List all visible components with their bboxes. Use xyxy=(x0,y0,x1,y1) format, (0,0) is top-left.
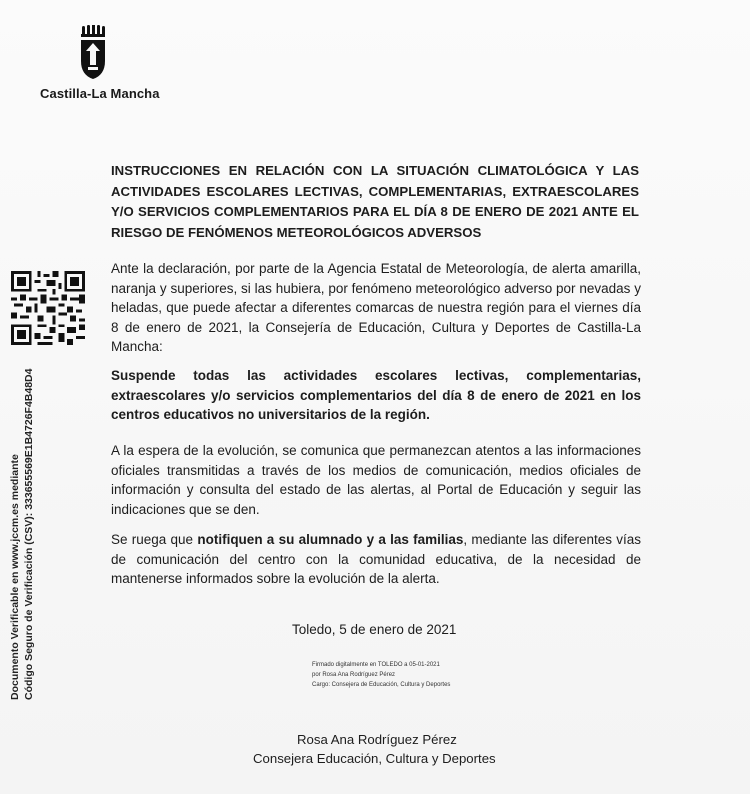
verification-line-1: Documento Verificable en www.jccm.es mediante xyxy=(9,454,21,700)
signer-name: Rosa Ana Rodríguez Pérez xyxy=(297,732,457,747)
qr-code-icon xyxy=(11,270,85,346)
digital-signature-block xyxy=(312,660,450,690)
signer-role: Consejera Educación, Cultura y Deportes xyxy=(253,751,496,766)
paragraph-4-bold: notifiquen a su alumnado y a las familias xyxy=(197,532,464,547)
document-date: Toledo, 5 de enero de 2021 xyxy=(292,622,457,637)
paragraph-4-post: , mediante las diferentes vías de comunicación del centro con la comunidad educativa, de la necesidad de mantenerse informados sobre la evolución de la alerta. xyxy=(111,532,641,586)
digital-signature-line-2: por Rosa Ana Rodríguez Pérez xyxy=(312,672,396,678)
digital-signature-line-3: Cargo: Consejera de Educación, Cultura y Deportes xyxy=(312,682,451,688)
castle-crown-icon xyxy=(78,25,108,79)
verification-text xyxy=(8,369,36,700)
paragraph-2: Suspende todas las actividades escolares lectivas, complementarias, extraescolares y/o servicios complementarios del día 8 de enero de 2021 en los centros educativos no universitarios de la región. xyxy=(111,368,641,422)
document-title: INSTRUCCIONES EN RELACIÓN CON LA SITUACIÓN CLIMATOLÓGICA Y LAS ACTIVIDADES ESCOLARES LECTIVAS, COMPLEMENTARIAS, EXTRAESCOLARES Y/O SERVICIOS COMPLEMENTARIOS PARA EL DÍA 8 DE ENERO DE 2021 ANTE EL RIESGO DE FENÓMENOS METEOROLÓGICOS ADVERSOS xyxy=(111,163,639,240)
paragraph-3: A la espera de la evolución, se comunica que permanezcan atentos a las informaciones oficiales transmitidas a través de los medios de comunicación, medios oficiales de información y consulta del estado de las alertas, al Portal de Educación y seguir las indicaciones que se den. xyxy=(111,443,641,517)
paragraph-4 xyxy=(111,530,641,589)
digital-signature-line-1: Firmado digitalmente en TOLEDO a 05-01-2021 xyxy=(312,662,440,668)
paragraph-1: Ante la declaración, por parte de la Agencia Estatal de Meteorología, de alerta amarilla, naranja y superiores, si las hubiera, por fenómeno meteorológico adverso por nevadas y heladas, que puede afectar a diferentes comarcas de nuestra región para el viernes día 8 de enero de 2021, la Consejería de Educación, Cultura y Deportes de Castilla-La Mancha: xyxy=(111,261,641,354)
logo xyxy=(28,25,158,105)
paragraph-4-pre: Se ruega que xyxy=(111,532,198,547)
logo-text: Castilla-La Mancha xyxy=(40,86,160,101)
verification-line-2: Código Seguro de Verificación (CSV): 333655569E1B4726F4B48D4 xyxy=(23,368,35,700)
